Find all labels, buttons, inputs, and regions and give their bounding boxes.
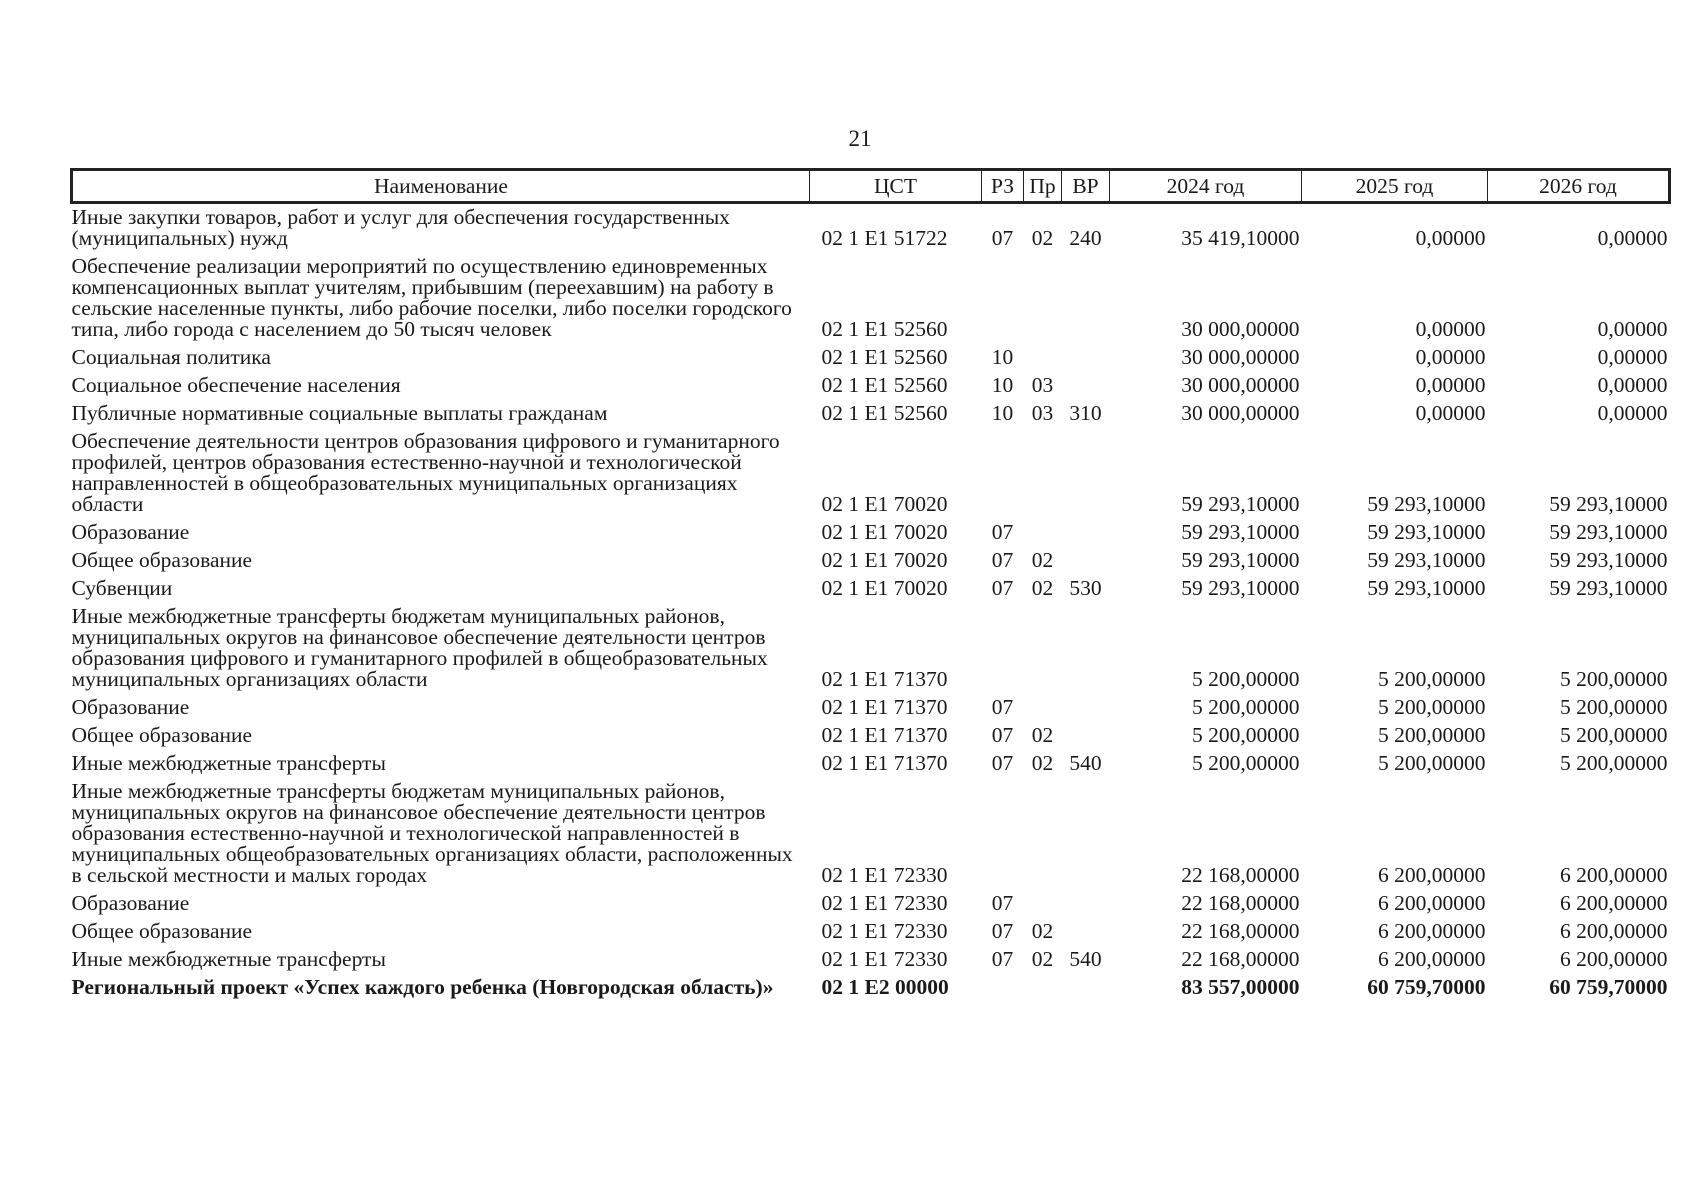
cell-cst: 02 1 E1 71370 bbox=[821, 751, 948, 775]
table-row bbox=[72, 428, 1670, 519]
cell-cst: 02 1 E1 71370 bbox=[821, 667, 948, 691]
cell-vr bbox=[1062, 918, 1110, 946]
cell-pr bbox=[1024, 694, 1062, 722]
cell-2025: 59 293,10000 bbox=[1367, 548, 1486, 572]
cell-vr bbox=[1062, 974, 1110, 1002]
cell-2024: 59 293,10000 bbox=[1181, 576, 1300, 600]
cell-2026: 5 200,00000 bbox=[1560, 695, 1668, 719]
cell-2025: 0,00000 bbox=[1415, 317, 1486, 341]
cell-pr bbox=[1024, 778, 1062, 890]
cell-cst: 02 1 E1 72330 bbox=[821, 863, 948, 887]
cell-rz: 10 bbox=[991, 373, 1014, 397]
cell-cst: 02 1 E1 51722 bbox=[821, 226, 948, 250]
cell-vr bbox=[1062, 428, 1110, 519]
cell-2025: 59 293,10000 bbox=[1367, 576, 1486, 600]
cell-rz bbox=[982, 603, 1024, 694]
cell-cst: 02 1 E1 72330 bbox=[821, 891, 948, 915]
cell-2024: 30 000,00000 bbox=[1181, 317, 1300, 341]
cell-vr: 310 bbox=[1069, 401, 1102, 425]
cell-2026: 0,00000 bbox=[1597, 401, 1668, 425]
cell-pr: 03 bbox=[1031, 373, 1054, 397]
cell-2024: 5 200,00000 bbox=[1192, 667, 1300, 691]
cell-2026: 6 200,00000 bbox=[1560, 863, 1668, 887]
cell-rz: 10 bbox=[991, 345, 1014, 369]
cell-pr: 02 bbox=[1031, 919, 1054, 943]
cell-rz: 07 bbox=[991, 891, 1014, 915]
cell-2025: 0,00000 bbox=[1415, 226, 1486, 250]
cell-2025: 5 200,00000 bbox=[1378, 751, 1486, 775]
table-body bbox=[72, 203, 1670, 1003]
cell-pr: 02 bbox=[1031, 576, 1054, 600]
table-row bbox=[72, 372, 1670, 400]
cell-vr bbox=[1062, 722, 1110, 750]
cell-2025: 6 200,00000 bbox=[1378, 863, 1486, 887]
cell-2026: 60 759,70000 bbox=[1549, 975, 1668, 999]
cell-vr bbox=[1062, 778, 1110, 890]
cell-2025: 5 200,00000 bbox=[1378, 695, 1486, 719]
table-row bbox=[72, 203, 1670, 254]
cell-name: Иные межбюджетные трансферты bbox=[71, 751, 386, 775]
cell-2025: 60 759,70000 bbox=[1367, 975, 1486, 999]
header-pr: Пр bbox=[1024, 170, 1062, 203]
cell-2024: 5 200,00000 bbox=[1192, 695, 1300, 719]
cell-2025: 59 293,10000 bbox=[1367, 492, 1486, 516]
header-cst: ЦСТ bbox=[810, 170, 982, 203]
cell-name: Образование bbox=[71, 520, 190, 544]
cell-rz: 07 bbox=[991, 548, 1014, 572]
table-row bbox=[72, 694, 1670, 722]
cell-name: Образование bbox=[71, 695, 190, 719]
cell-2026: 0,00000 bbox=[1597, 317, 1668, 341]
cell-2024: 83 557,00000 bbox=[1181, 975, 1300, 999]
cell-vr: 530 bbox=[1069, 576, 1102, 600]
cell-2026: 0,00000 bbox=[1597, 345, 1668, 369]
cell-rz: 07 bbox=[991, 226, 1014, 250]
table-row bbox=[72, 344, 1670, 372]
cell-pr bbox=[1024, 890, 1062, 918]
cell-vr bbox=[1062, 253, 1110, 344]
cell-pr: 03 bbox=[1031, 401, 1054, 425]
cell-rz: 07 bbox=[991, 520, 1014, 544]
cell-cst: 02 1 E2 00000 bbox=[821, 975, 949, 999]
cell-2024: 30 000,00000 bbox=[1181, 401, 1300, 425]
cell-rz bbox=[982, 974, 1024, 1002]
cell-2026: 0,00000 bbox=[1597, 373, 1668, 397]
table-row bbox=[72, 890, 1670, 918]
cell-rz: 07 bbox=[991, 695, 1014, 719]
cell-2024: 35 419,10000 bbox=[1181, 226, 1300, 250]
cell-2026: 59 293,10000 bbox=[1549, 548, 1668, 572]
cell-pr bbox=[1024, 519, 1062, 547]
cell-name: Обеспечение реализации мероприятий по осуществлению единовременных компенсационных выплат учителям, прибывшим (переехавшим) на работу в сельские населенные пункты, либо рабочие поселки, либо поселки городского типа, либо города с населением до 50 тысяч человек bbox=[71, 254, 792, 341]
cell-cst: 02 1 E1 52560 bbox=[821, 373, 948, 397]
cell-pr: 02 bbox=[1031, 947, 1054, 971]
cell-2026: 6 200,00000 bbox=[1560, 919, 1668, 943]
cell-name: Иные межбюджетные трансферты бюджетам муниципальных районов, муниципальных округов на финансовое обеспечение деятельности центров образования естественно-научной и технологической направленностей в муниципальных общеобразовательных организациях области, расположенных в сельской местности и малых городах bbox=[71, 779, 793, 887]
cell-vr bbox=[1062, 694, 1110, 722]
cell-2025: 59 293,10000 bbox=[1367, 520, 1486, 544]
table-header bbox=[72, 170, 1670, 203]
cell-rz: 07 bbox=[991, 919, 1014, 943]
table-row bbox=[72, 918, 1670, 946]
cell-rz bbox=[982, 428, 1024, 519]
header-vr: ВР bbox=[1062, 170, 1110, 203]
cell-rz: 07 bbox=[991, 576, 1014, 600]
table-row bbox=[72, 750, 1670, 778]
cell-2026: 6 200,00000 bbox=[1560, 891, 1668, 915]
cell-2025: 0,00000 bbox=[1415, 373, 1486, 397]
header-name: Наименование bbox=[72, 170, 810, 203]
cell-pr bbox=[1024, 344, 1062, 372]
cell-name: Общее образование bbox=[71, 919, 253, 943]
cell-2026: 59 293,10000 bbox=[1549, 492, 1668, 516]
cell-name: Социальная политика bbox=[71, 345, 271, 369]
cell-2024: 22 168,00000 bbox=[1181, 863, 1300, 887]
cell-vr: 240 bbox=[1069, 226, 1102, 250]
cell-name: Обеспечение деятельности центров образования цифрового и гуманитарного профилей, центров образования естественно-научной и технологической направленностей в общеобразовательных муниципальных организациях области bbox=[71, 429, 780, 516]
table-row bbox=[72, 603, 1670, 694]
cell-2024: 30 000,00000 bbox=[1181, 373, 1300, 397]
cell-rz: 07 bbox=[991, 751, 1014, 775]
cell-2025: 0,00000 bbox=[1415, 345, 1486, 369]
cell-2024: 22 168,00000 bbox=[1181, 891, 1300, 915]
cell-2026: 5 200,00000 bbox=[1560, 751, 1668, 775]
cell-pr bbox=[1024, 974, 1062, 1002]
cell-vr bbox=[1062, 603, 1110, 694]
cell-vr bbox=[1062, 519, 1110, 547]
cell-name: Региональный проект «Успех каждого ребенка (Новгородская область)» bbox=[71, 975, 774, 999]
cell-vr: 540 bbox=[1069, 751, 1102, 775]
cell-pr: 02 bbox=[1031, 723, 1054, 747]
cell-2026: 5 200,00000 bbox=[1560, 667, 1668, 691]
cell-vr: 540 bbox=[1069, 947, 1102, 971]
cell-cst: 02 1 E1 72330 bbox=[821, 919, 948, 943]
cell-2024: 59 293,10000 bbox=[1181, 492, 1300, 516]
cell-2026: 59 293,10000 bbox=[1549, 520, 1668, 544]
cell-cst: 02 1 E1 70020 bbox=[821, 520, 948, 544]
cell-vr bbox=[1062, 547, 1110, 575]
cell-2024: 59 293,10000 bbox=[1181, 520, 1300, 544]
cell-name: Публичные нормативные социальные выплаты гражданам bbox=[71, 401, 608, 425]
cell-2026: 5 200,00000 bbox=[1560, 723, 1668, 747]
table-row bbox=[72, 722, 1670, 750]
cell-2025: 5 200,00000 bbox=[1378, 723, 1486, 747]
cell-pr: 02 bbox=[1031, 226, 1054, 250]
cell-name: Общее образование bbox=[71, 548, 253, 572]
table-row bbox=[72, 400, 1670, 428]
cell-rz: 07 bbox=[991, 723, 1014, 747]
cell-2026: 0,00000 bbox=[1597, 226, 1668, 250]
cell-cst: 02 1 E1 52560 bbox=[821, 345, 948, 369]
cell-pr: 02 bbox=[1031, 751, 1054, 775]
cell-name: Общее образование bbox=[71, 723, 253, 747]
cell-name: Образование bbox=[71, 891, 190, 915]
cell-cst: 02 1 E1 71370 bbox=[821, 723, 948, 747]
cell-cst: 02 1 E1 70020 bbox=[821, 492, 948, 516]
budget-table bbox=[70, 168, 1671, 1002]
cell-pr bbox=[1024, 253, 1062, 344]
cell-2026: 59 293,10000 bbox=[1549, 576, 1668, 600]
cell-cst: 02 1 E1 71370 bbox=[821, 695, 948, 719]
cell-rz bbox=[982, 778, 1024, 890]
cell-name: Субвенции bbox=[71, 576, 173, 600]
cell-cst: 02 1 E1 72330 bbox=[821, 947, 948, 971]
cell-2024: 30 000,00000 bbox=[1181, 345, 1300, 369]
table-row bbox=[72, 547, 1670, 575]
cell-vr bbox=[1062, 344, 1110, 372]
cell-rz bbox=[982, 253, 1024, 344]
cell-2024: 59 293,10000 bbox=[1181, 548, 1300, 572]
cell-2024: 22 168,00000 bbox=[1181, 947, 1300, 971]
cell-pr: 02 bbox=[1031, 548, 1054, 572]
cell-name: Иные межбюджетные трансферты бюджетам муниципальных районов, муниципальных округов на финансовое обеспечение деятельности центров образования цифрового и гуманитарного профилей в общеобразовательных муниципальных организациях области bbox=[71, 604, 768, 691]
cell-2024: 5 200,00000 bbox=[1192, 723, 1300, 747]
page-number: 21 bbox=[848, 126, 872, 151]
cell-name: Социальное обеспечение населения bbox=[71, 373, 401, 397]
cell-2025: 6 200,00000 bbox=[1378, 891, 1486, 915]
cell-2026: 6 200,00000 bbox=[1560, 947, 1668, 971]
cell-name: Иные межбюджетные трансферты bbox=[71, 947, 386, 971]
cell-2025: 6 200,00000 bbox=[1378, 919, 1486, 943]
cell-2025: 0,00000 bbox=[1415, 401, 1486, 425]
table-row bbox=[72, 519, 1670, 547]
table-row bbox=[72, 253, 1670, 344]
header-2024: 2024 год bbox=[1110, 170, 1302, 203]
header-2026: 2026 год bbox=[1488, 170, 1670, 203]
cell-2024: 22 168,00000 bbox=[1181, 919, 1300, 943]
header-2025: 2025 год bbox=[1302, 170, 1488, 203]
cell-rz: 10 bbox=[991, 401, 1014, 425]
cell-pr bbox=[1024, 603, 1062, 694]
cell-2025: 5 200,00000 bbox=[1378, 667, 1486, 691]
cell-cst: 02 1 E1 70020 bbox=[821, 576, 948, 600]
header-rz: РЗ bbox=[982, 170, 1024, 203]
cell-cst: 02 1 E1 52560 bbox=[821, 317, 948, 341]
cell-cst: 02 1 E1 52560 bbox=[821, 401, 948, 425]
cell-rz: 07 bbox=[991, 947, 1014, 971]
cell-2024: 5 200,00000 bbox=[1192, 751, 1300, 775]
cell-pr bbox=[1024, 428, 1062, 519]
table-row bbox=[72, 974, 1670, 1002]
cell-2025: 6 200,00000 bbox=[1378, 947, 1486, 971]
cell-vr bbox=[1062, 890, 1110, 918]
table-row bbox=[72, 575, 1670, 603]
cell-name: Иные закупки товаров, работ и услуг для обеспечения государственных (муниципальных) нужд bbox=[71, 205, 730, 250]
cell-vr bbox=[1062, 372, 1110, 400]
cell-cst: 02 1 E1 70020 bbox=[821, 548, 948, 572]
table-row bbox=[72, 946, 1670, 974]
table-row bbox=[72, 778, 1670, 890]
